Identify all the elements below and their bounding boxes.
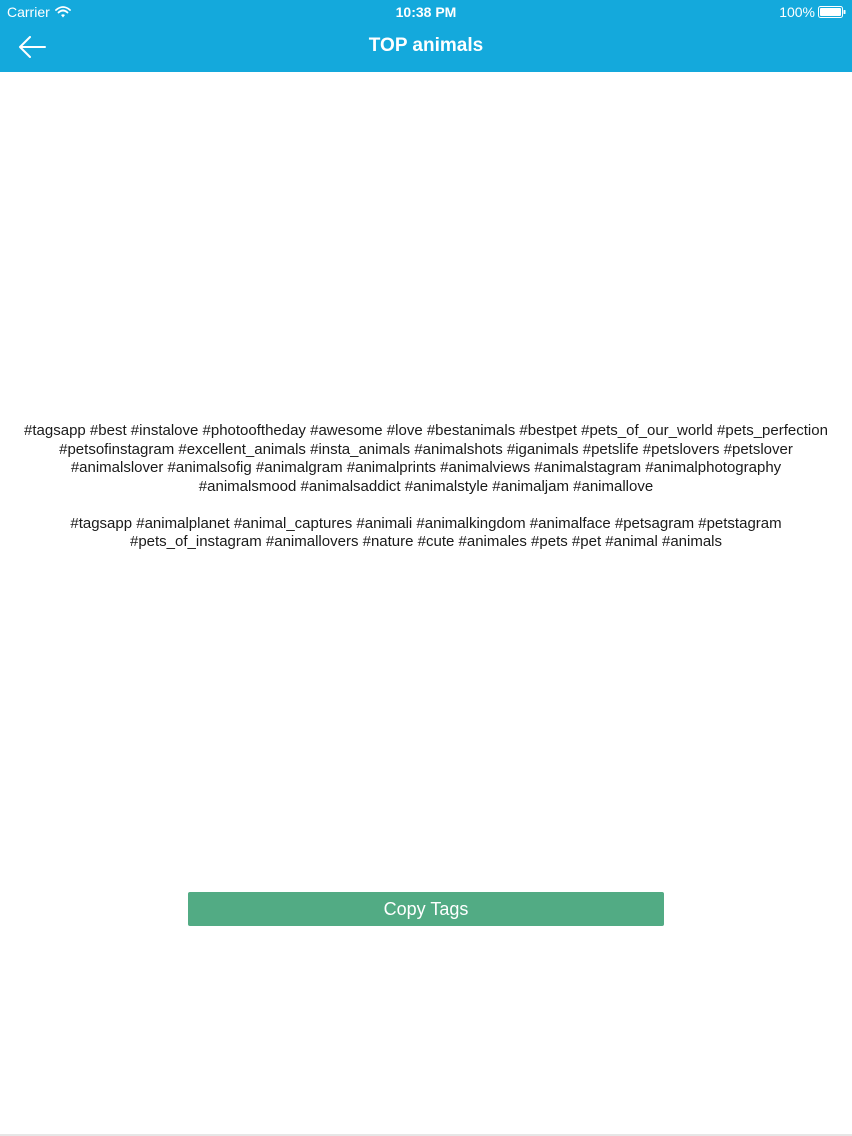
copy-tags-button[interactable]: Copy Tags xyxy=(188,892,664,926)
battery-percent: 100% xyxy=(779,4,815,20)
page-title: TOP animals xyxy=(368,35,484,56)
battery-icon xyxy=(818,6,846,18)
status-time: 10:38 PM xyxy=(395,4,457,20)
header xyxy=(0,0,852,72)
tag-block-1: #tagsapp #best #instalove #photooftheday #awesome #love #bestanimals #bestpet #pets_of_our_world #pets_perfection #petsofinstagram #excellent_animals #insta_animals #animalshots #iganimals #petslife #petslovers #petslover #animalslover #animalsofig #animalgram #animalprints #animalviews #animalstagram #animalphotography #animalsmood #animalsaddict #animalstyle #animaljam #animallove xyxy=(24,422,828,495)
tags-text xyxy=(20,422,832,552)
status-bar xyxy=(0,0,852,24)
battery-status xyxy=(779,4,846,20)
nav-bar xyxy=(0,24,852,72)
carrier-label: Carrier xyxy=(7,4,50,20)
tag-block-2: #tagsapp #animalplanet #animal_captures #animali #animalkingdom #animalface #petsagram #petstagram #pets_of_instagram #animallovers #nature #cute #animales #pets #pet #animal #animals xyxy=(70,514,782,550)
